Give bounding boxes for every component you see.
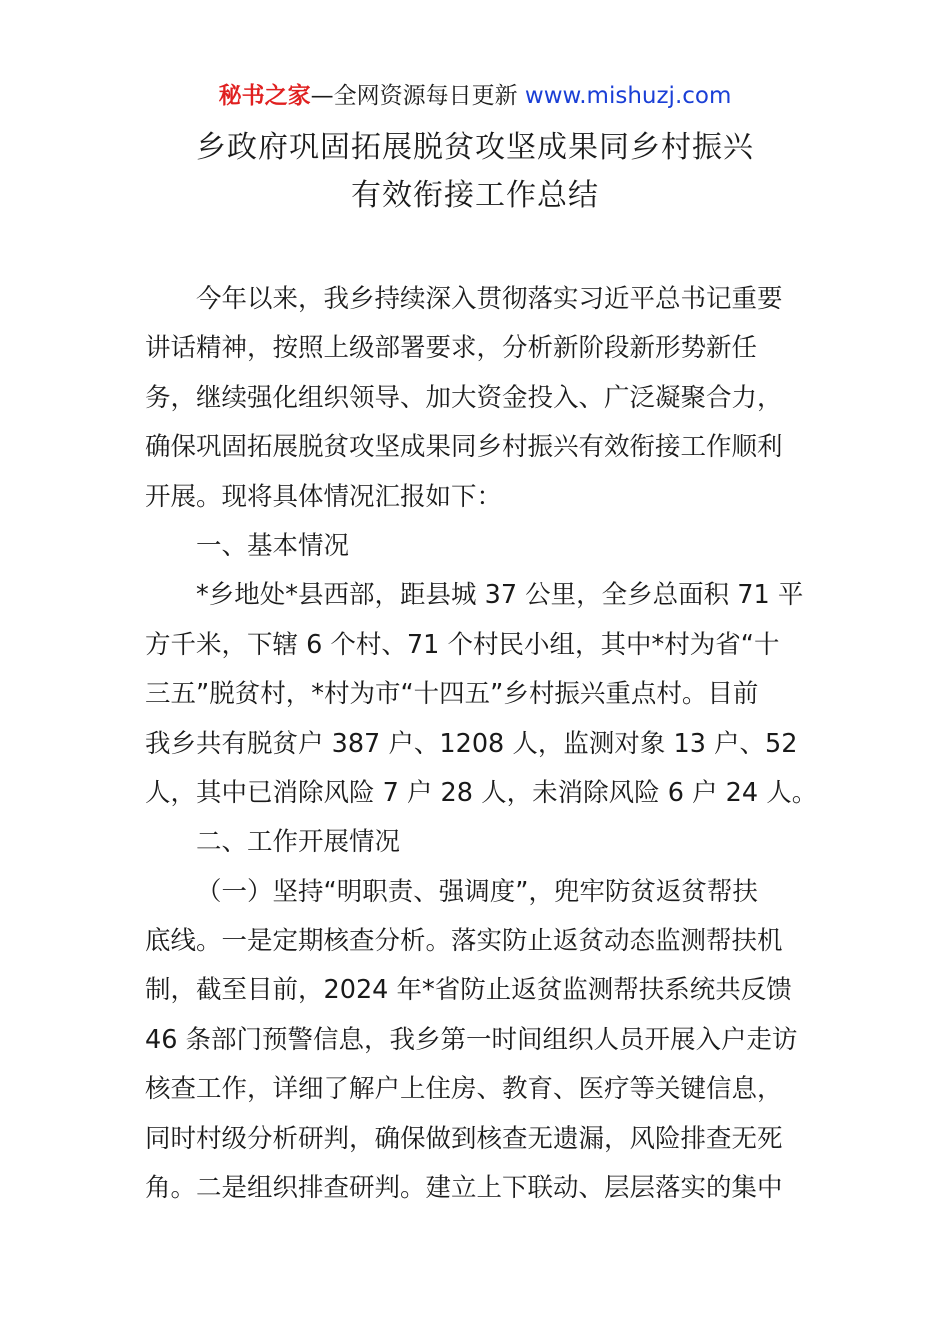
document-body <box>145 275 818 1213</box>
paragraph-basic-line: 三五”脱贫村，*村为市“十四五”乡村振兴重点村。目前 <box>145 679 759 710</box>
document-title-line-2: 有效衔接工作总结 <box>351 178 599 213</box>
paragraph-work-line: （一）坚持“明职责、强调度”，兜牢防贫返贫帮扶 <box>196 876 758 907</box>
paragraph-intro-line: 开展。现将具体情况汇报如下： <box>145 481 503 512</box>
paragraph-work-line: 底线。一是定期核查分析。落实防止返贫动态监测帮扶机 <box>145 926 783 957</box>
paragraph-intro-line: 今年以来，我乡持续深入贯彻落实习近平总书记重要 <box>196 284 783 314</box>
site-brand: 秘书之家 <box>218 83 311 109</box>
paragraph-work-line: 同时村级分析研判，确保做到核查无遗漏，风险排查无死 <box>145 1123 783 1154</box>
paragraph-intro-line: 讲话精神，按照上级部署要求，分析新阶段新形势新任 <box>145 333 758 364</box>
paragraph-basic-line: 方千米，下辖 6 个村、71 个村民小组，其中*村为省“十 <box>145 629 780 660</box>
paragraph-work-line: 46 条部门预警信息，我乡第一时间组织人员开展入户走访 <box>145 1024 798 1055</box>
paragraph-intro-line: 确保巩固拓展脱贫攻坚成果同乡村振兴有效衔接工作顺利 <box>145 432 783 463</box>
section-heading-work: 二、工作开展情况 <box>196 827 401 858</box>
paragraph-work-line: 核查工作，详细了解户上住房、教育、医疗等关键信息， <box>145 1074 783 1105</box>
section-heading-basic: 一、基本情况 <box>196 530 350 561</box>
paragraph-work-line: 角。二是组织排查研判。建立上下联动、层层落实的集中 <box>145 1173 783 1204</box>
site-header <box>0 80 950 112</box>
paragraph-basic-line: 我乡共有脱贫户 387 户、1208 人，监测对象 13 户、52 <box>145 728 798 759</box>
paragraph-work-line: 制，截至目前，2024 年*省防止返贫监测帮扶系统共反馈 <box>145 975 792 1006</box>
document-title-line-1: 乡政府巩固拓展脱贫攻坚成果同乡村振兴 <box>196 130 754 165</box>
site-tagline: —全网资源每日更新 <box>310 83 525 109</box>
paragraph-basic-line: *乡地处*县西部，距县城 37 公里，全乡总面积 71 平 <box>196 580 804 611</box>
paragraph-basic-line: 人，其中已消除风险 7 户 28 人，未消除风险 6 户 24 人。 <box>145 777 818 808</box>
paragraph-intro-line: 务，继续强化组织领导、加大资金投入、广泛凝聚合力， <box>145 382 783 413</box>
site-url-link[interactable]: www.mishuzj.com <box>524 83 732 109</box>
